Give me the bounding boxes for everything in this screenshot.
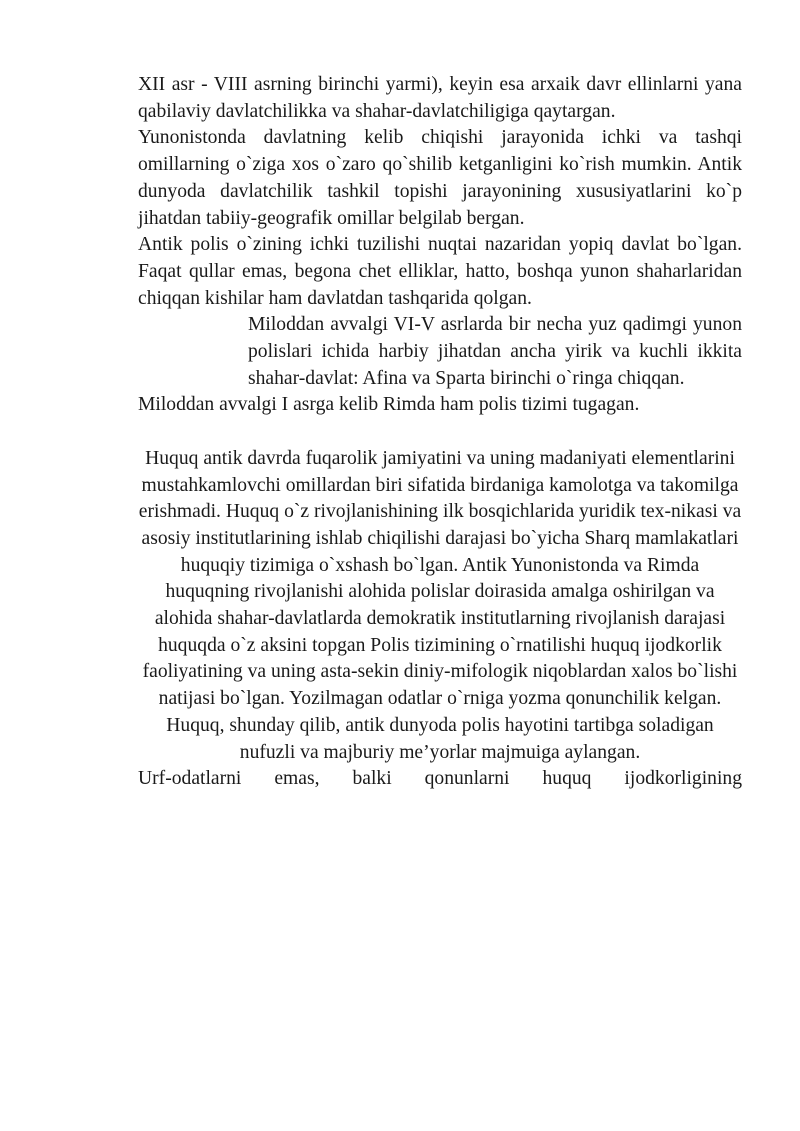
document-page <box>138 72 742 793</box>
paragraph-2: Yunonistonda davlatning kelib chiqishi jarayonida ichki va tashqi omillarning o`ziga xos o`zaro qo`shilib ketganligini ko`rish mumkin. Antik dunyoda davlatchilik tashkil topishi jarayonining xususiyatlarini ko`p jihatdan tabiiy-geografik omillar belgilab bergan. <box>138 127 742 229</box>
paragraph-5: Miloddan avvalgi I asrga kelib Rimda ham polis tizimi tugagan. <box>138 394 640 416</box>
paragraph-7: Urf-odatlarni emas, balki qonunlarni huquq ijodkorligining <box>138 768 742 790</box>
paragraph-3: Antik polis o`zining ichki tuzilishi nuqtai nazaridan yopiq davlat bo`lgan. Faqat qullar emas, begona chet elliklar, hatto, boshqa yunon shaharlaridan chiqqan kishilar ham davlatdan tashqarida qolgan. <box>138 234 742 309</box>
blank-line <box>138 419 742 446</box>
paragraph-6-centered: Huquq antik davrda fuqarolik jamiyatini va uning madaniyati elementlarini mustahkamlovchi omillardan biri sifatida birdaniga kamolotga va takomilga erishmadi. Huquq o`z rivojlanishining ilk bosqichlarida yuridik tex-nikasi va asosiy institutlarining ishlab chiqilishi darajasi bo`yicha Sharq mamlakatlari huquqiy tizimiga o`xshash bo`lgan. Antik Yunonistonda va Rimda huquqning rivojlanishi alohida polislar doirasida amalga oshirilgan va alohida shahar-davlatlarda demokratik institutlarning rivojlanish darajasi huquqda o`z aksini topgan Polis tizimining o`rnatilishi huquq ijodkorlik faoliyatining va uning asta-sekin diniy-mifologik niqoblardan xalos bo`lishi natijasi bo`lgan. Yozilmagan odatlar o`rniga yozma qonunchilik kelgan. Huquq, shunday qilib, antik dunyoda polis hayotini tartibga soladigan nufuzli va majburiy me’yorlar majmuiga aylangan. <box>138 447 742 763</box>
paragraph-1: XII asr - VIII asrning birinchi yarmi), keyin esa arxaik davr ellinlarni yana qabilaviy davlatchilikka va shahar-davlatchiligiga qaytargan. <box>138 74 742 122</box>
paragraph-4-indented: Miloddan avvalgi VI-V asrlarda bir necha yuz qadimgi yunon polislari ichida harbiy jihatdan ancha yirik va kuchli ikkita shahar-davlat: Afina va Sparta birinchi o`ringa chiqqan. <box>248 314 742 389</box>
